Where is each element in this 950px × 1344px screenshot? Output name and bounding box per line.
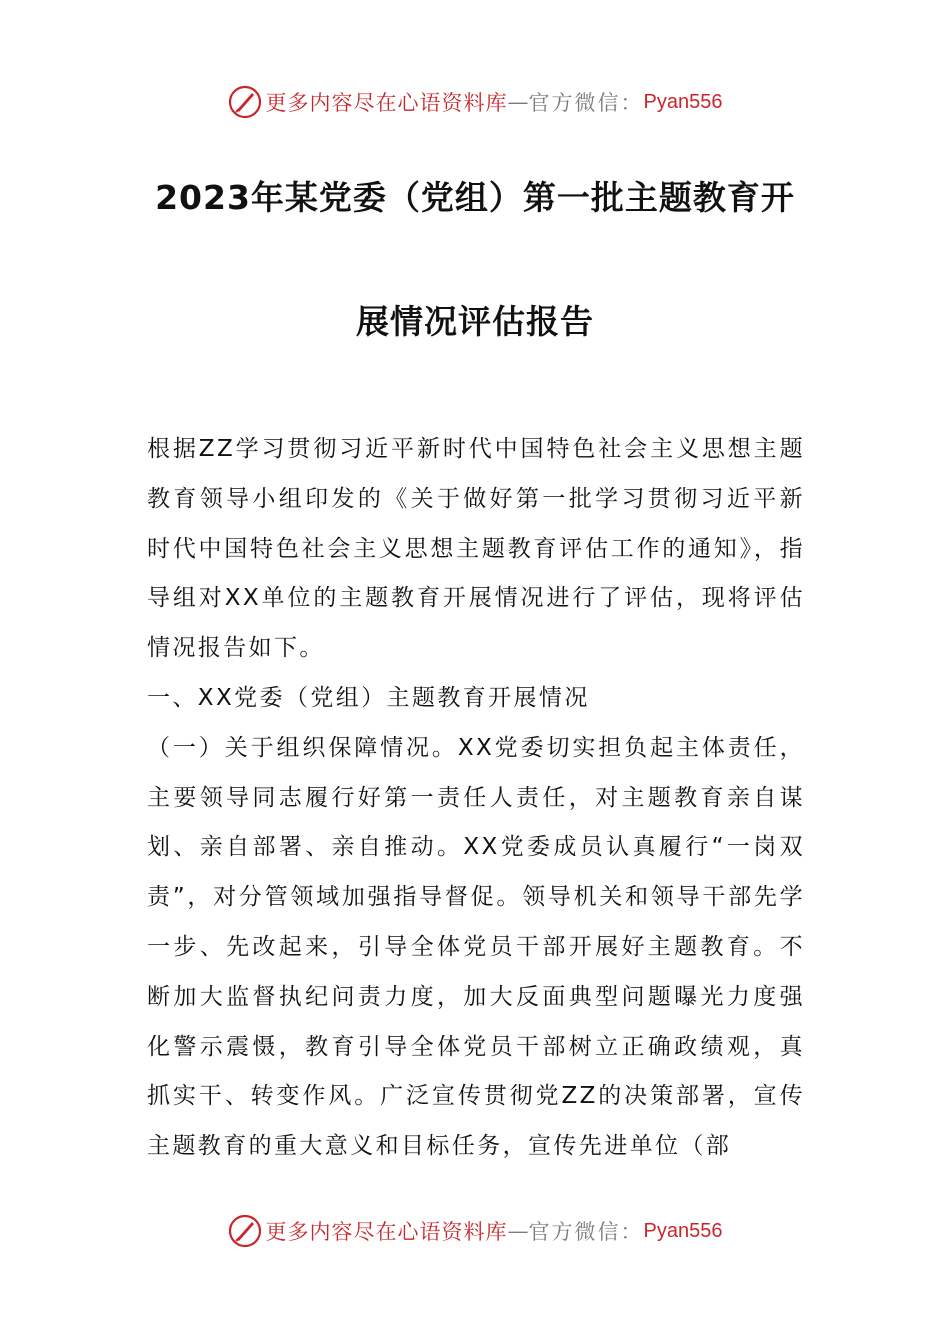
banner-wechat-label: 官方微信： [528,91,644,115]
quill-pen-logo-icon [228,1214,262,1248]
document-title-line-1: 2023年某党委（党组）第一批主题教育开 [155,178,795,217]
banner-brand-text: 更多内容尽在心语资料库 [265,91,508,115]
banner-wechat-id: Pyan556 [643,90,723,113]
section-heading-1: 一、XX党委（党组）主题教育开展情况 [147,684,590,711]
banner-dash: — [507,1219,529,1243]
intro-paragraph: 根据ZZ学习贯彻习近平新时代中国特色社会主义思想主题教育领导小组印发的《关于做好第一批学习贯彻习近平新时代中国特色社会主义思想主题教育评估工作的通知》，指导组对XX单位的主题教育开展情况进行了评估，现将评估情况报告如下。 [147,436,805,662]
header-banner [0,82,950,122]
banner-wechat-id: Pyan556 [643,1219,723,1242]
banner-wechat-label: 官方微信： [528,1220,644,1244]
banner-brand-text: 更多内容尽在心语资料库 [265,1220,508,1244]
banner-dash: — [507,90,529,114]
footer-banner [0,1211,950,1251]
section-paragraph-1: （一）关于组织保障情况。XX党委切实担负起主体责任，主要领导同志履行好第一责任人责任，对主题教育亲自谋划、亲自部署、亲自推动。XX党委成员认真履行“一岗双责”，对分管领域加强指导督促。领导机关和领导干部先学一步、先改起来，引导全体党员干部开展好主题教育。不断加大监督执纪问责力度，加大反面典型问题曝光力度强化警示震慑，教育引导全体党员干部树立正确政绩观，真抓实干、转变作风。广泛宣传贯彻党ZZ的决策部署，宣传主题教育的重大意义和目标任务，宣传先进单位（部 [147,734,805,1160]
quill-pen-logo-icon [228,85,262,119]
document-title-line-2: 展情况评估报告 [356,302,594,341]
document-body [147,425,805,1172]
